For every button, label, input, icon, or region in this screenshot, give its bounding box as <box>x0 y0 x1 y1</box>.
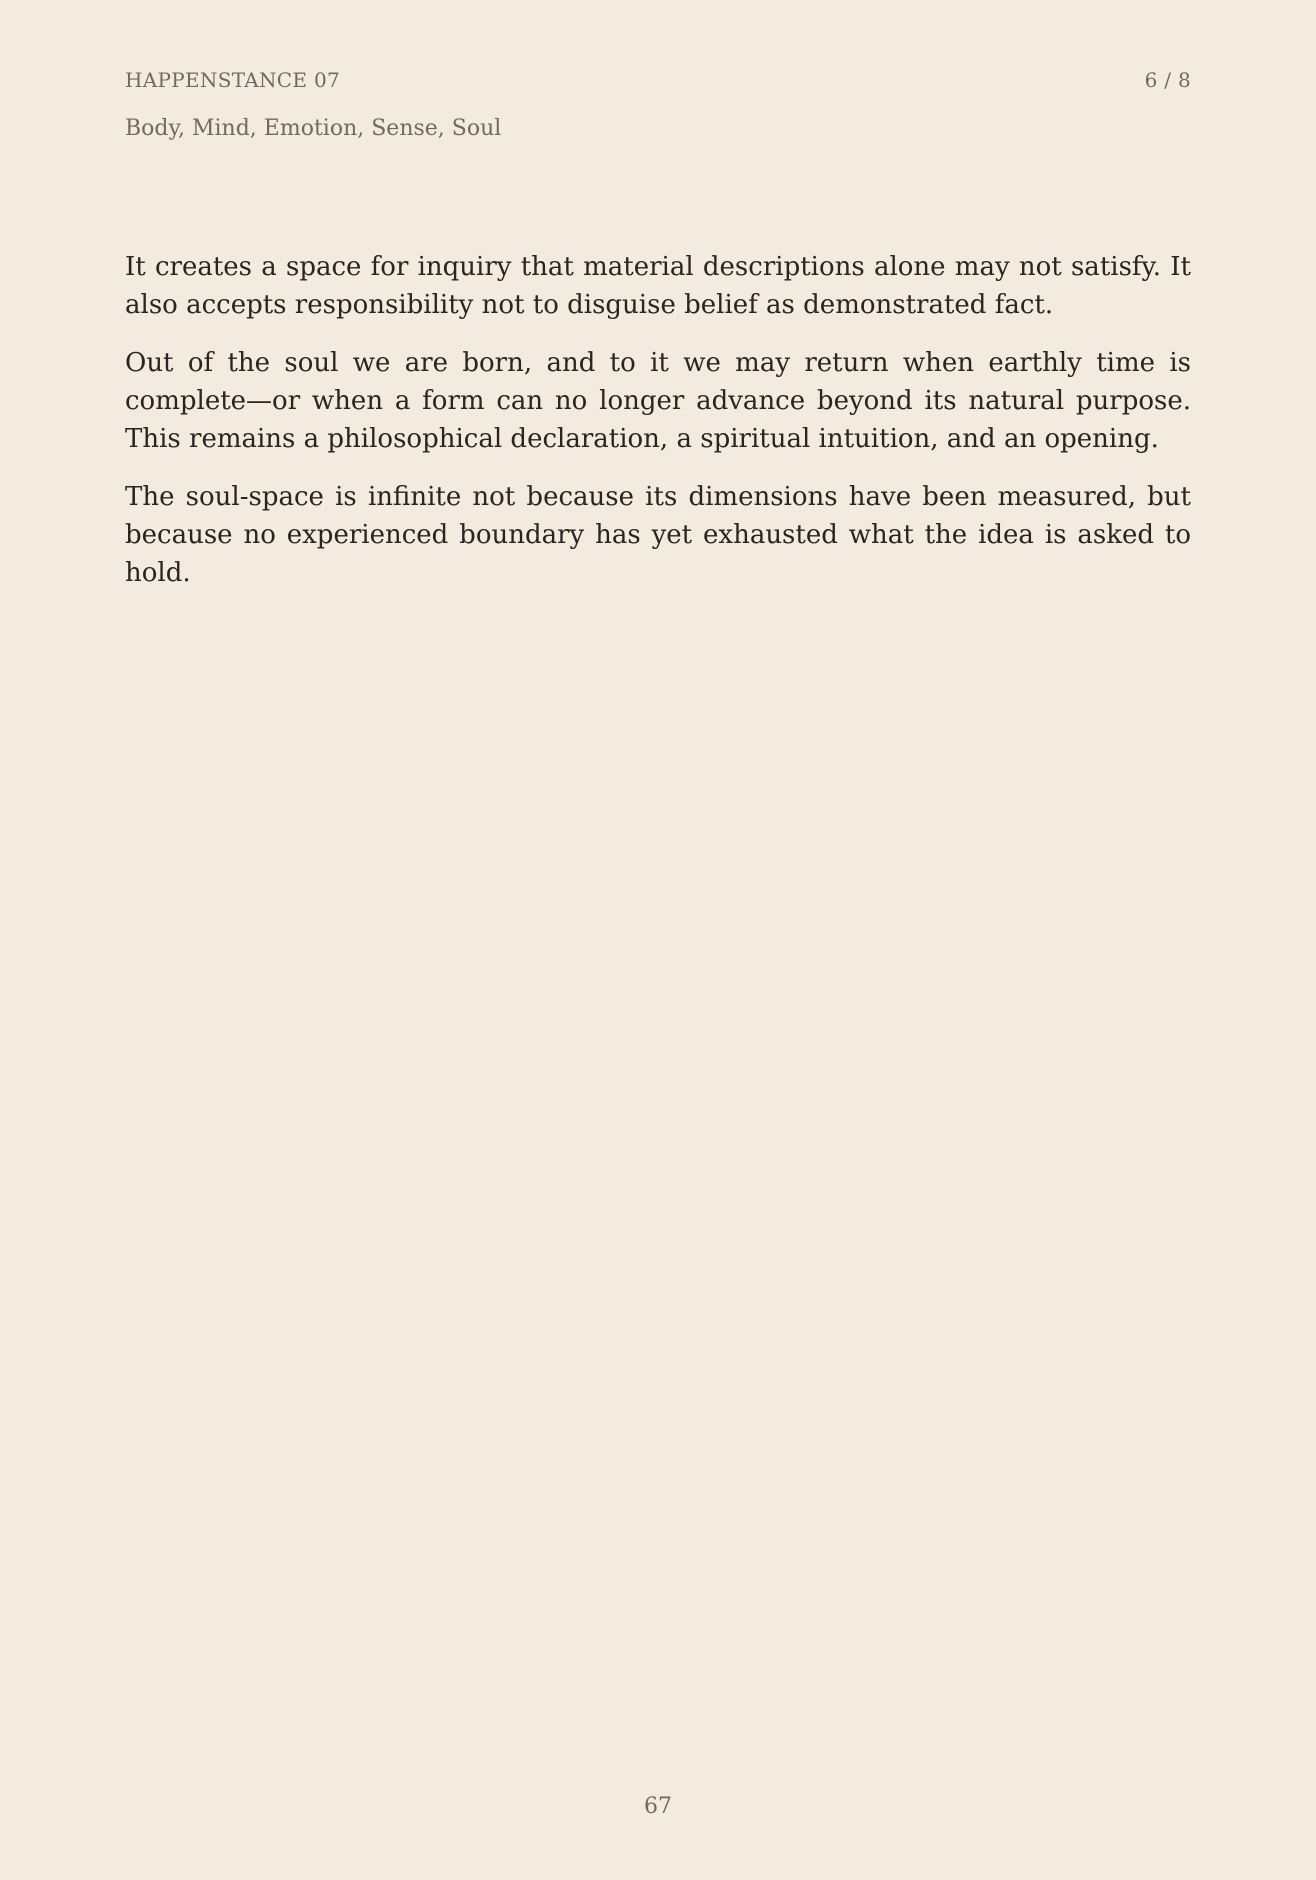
chapter-subtitle: Body, Mind, Emotion, Sense, Soul <box>125 116 502 141</box>
page-progress: 6 / 8 <box>1144 68 1191 92</box>
body-paragraph: The soul-space is infinite not because its dimensions have been measured, but because no experienced boundary has yet exhausted what the idea is asked to hold. <box>125 482 1191 588</box>
body-paragraph: Out of the soul we are born, and to it we may return when earthly time is complete—or when a form can no longer advance beyond its natural purpose. This remains a philosophical declaration, a spiritual intuition, and an opening. <box>125 348 1191 454</box>
page-number: 67 <box>644 1794 672 1819</box>
page-header <box>125 68 1191 98</box>
body-paragraph: It creates a space for inquiry that material descriptions alone may not satisfy. It also accepts responsibility not to disguise belief as demonstrated fact. <box>125 252 1191 320</box>
book-title: HAPPENSTANCE 07 <box>125 68 340 92</box>
page-body <box>125 248 1191 612</box>
